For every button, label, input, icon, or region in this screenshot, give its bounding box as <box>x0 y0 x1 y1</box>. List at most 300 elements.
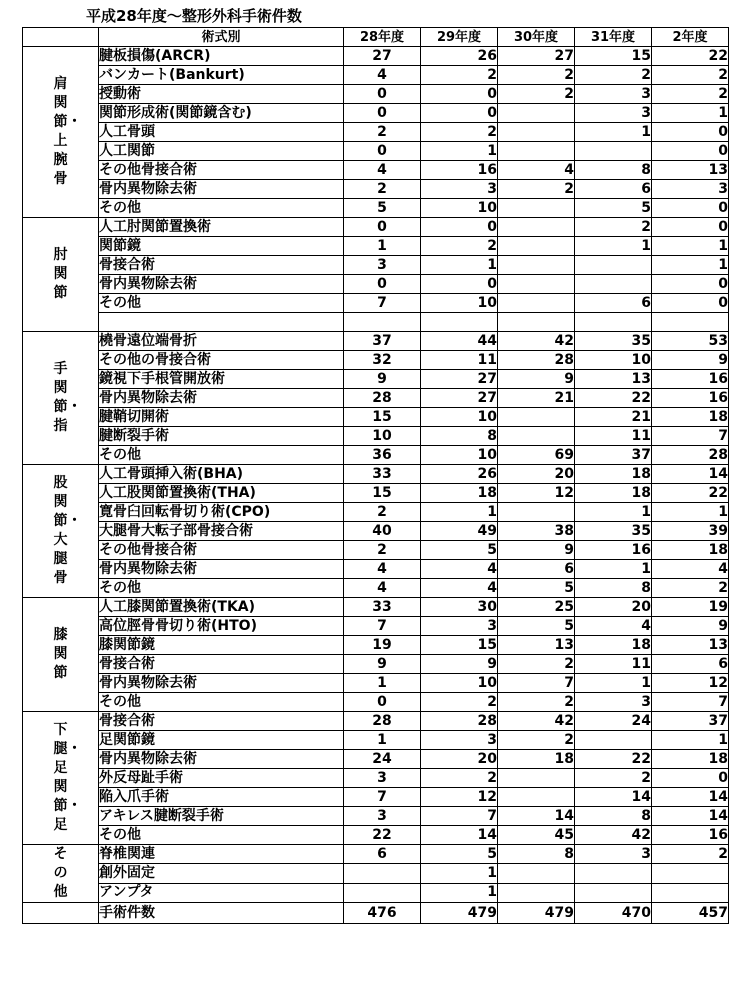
count-cell: 9 <box>652 351 729 370</box>
count-cell <box>344 313 421 332</box>
count-cell: 1 <box>575 123 652 142</box>
count-cell: 16 <box>652 826 729 845</box>
region-label <box>23 712 99 845</box>
count-cell <box>498 788 575 807</box>
count-cell: 2 <box>652 66 729 85</box>
table-row <box>23 845 729 864</box>
count-cell: 5 <box>344 199 421 218</box>
table-row <box>23 256 729 275</box>
total-count-cell: 457 <box>652 903 729 924</box>
count-cell <box>498 883 575 902</box>
procedure-name: 骨内異物除去術 <box>99 275 344 294</box>
table-row <box>23 864 729 883</box>
table-row <box>23 332 729 351</box>
count-cell <box>575 275 652 294</box>
count-cell: 1 <box>344 731 421 750</box>
count-cell: 12 <box>421 788 498 807</box>
count-cell <box>575 256 652 275</box>
count-cell: 1 <box>421 503 498 522</box>
procedure-name: 膝関節鏡 <box>99 636 344 655</box>
count-cell: 1 <box>421 864 498 883</box>
count-cell: 16 <box>575 541 652 560</box>
table-row <box>23 237 729 256</box>
count-cell: 1 <box>421 256 498 275</box>
count-cell: 22 <box>575 389 652 408</box>
count-cell: 42 <box>498 712 575 731</box>
count-cell: 6 <box>498 560 575 579</box>
count-cell: 0 <box>652 123 729 142</box>
count-cell: 18 <box>421 484 498 503</box>
table-row <box>23 104 729 123</box>
count-cell: 2 <box>652 845 729 864</box>
table-row <box>23 731 729 750</box>
count-cell: 1 <box>421 142 498 161</box>
count-cell: 18 <box>498 750 575 769</box>
procedure-name: 陥入爪手術 <box>99 788 344 807</box>
count-cell: 3 <box>421 617 498 636</box>
count-cell: 0 <box>652 218 729 237</box>
count-cell: 21 <box>575 408 652 427</box>
procedure-name: 骨接合術 <box>99 712 344 731</box>
count-cell <box>652 313 729 332</box>
count-cell: 2 <box>421 66 498 85</box>
procedure-name: 創外固定 <box>99 864 344 883</box>
table-row <box>23 85 729 104</box>
count-cell: 22 <box>652 484 729 503</box>
procedure-name: アンプタ <box>99 883 344 902</box>
header-year-h28: 28年度 <box>344 28 421 47</box>
procedure-name: 腱断裂手術 <box>99 427 344 446</box>
count-cell: 18 <box>575 636 652 655</box>
count-cell <box>498 218 575 237</box>
count-cell: 11 <box>421 351 498 370</box>
count-cell: 7 <box>652 427 729 446</box>
procedure-name: 大腿骨大転子部骨接合術 <box>99 522 344 541</box>
count-cell <box>344 883 421 902</box>
total-label: 手術件数 <box>99 903 344 924</box>
header-year-r2: 2年度 <box>652 28 729 47</box>
count-cell: 10 <box>421 294 498 313</box>
count-cell: 19 <box>344 636 421 655</box>
count-cell: 10 <box>421 199 498 218</box>
count-cell: 2 <box>498 655 575 674</box>
count-cell: 5 <box>498 579 575 598</box>
count-cell: 9 <box>498 370 575 389</box>
count-cell: 15 <box>421 636 498 655</box>
table-row <box>23 427 729 446</box>
count-cell: 2 <box>421 123 498 142</box>
count-cell: 1 <box>652 237 729 256</box>
region-label <box>23 332 99 465</box>
procedure-name: その他 <box>99 446 344 465</box>
count-cell: 1 <box>652 256 729 275</box>
count-cell <box>498 769 575 788</box>
procedure-name: 足関節鏡 <box>99 731 344 750</box>
count-cell: 4 <box>498 161 575 180</box>
count-cell: 8 <box>498 845 575 864</box>
count-cell: 0 <box>421 85 498 104</box>
procedure-name: その他の骨接合術 <box>99 351 344 370</box>
count-cell: 14 <box>498 807 575 826</box>
count-cell: 0 <box>421 104 498 123</box>
count-cell: 18 <box>652 541 729 560</box>
count-cell: 16 <box>652 389 729 408</box>
count-cell: 0 <box>652 142 729 161</box>
table-row <box>23 275 729 294</box>
count-cell <box>575 864 652 883</box>
count-cell: 33 <box>344 598 421 617</box>
count-cell: 24 <box>344 750 421 769</box>
count-cell: 2 <box>575 66 652 85</box>
count-cell: 35 <box>575 332 652 351</box>
header-year-h30: 30年度 <box>498 28 575 47</box>
region-label-text: 膝関節 <box>53 627 68 681</box>
count-cell: 1 <box>344 237 421 256</box>
count-cell: 3 <box>344 807 421 826</box>
table-row <box>23 788 729 807</box>
count-cell: 16 <box>652 370 729 389</box>
count-cell: 15 <box>344 408 421 427</box>
count-cell: 28 <box>421 712 498 731</box>
count-cell: 26 <box>421 465 498 484</box>
count-cell: 20 <box>421 750 498 769</box>
count-cell: 2 <box>421 693 498 712</box>
procedure-name: その他 <box>99 199 344 218</box>
table-row <box>23 389 729 408</box>
table-row <box>23 712 729 731</box>
procedure-name <box>99 313 344 332</box>
procedure-name: 人工骨頭挿入術(BHA) <box>99 465 344 484</box>
procedure-name: 人工股関節置換術(THA) <box>99 484 344 503</box>
count-cell: 3 <box>344 256 421 275</box>
count-cell: 2 <box>344 541 421 560</box>
count-cell: 0 <box>652 769 729 788</box>
table-row <box>23 883 729 902</box>
count-cell <box>652 864 729 883</box>
count-cell <box>498 408 575 427</box>
total-region-blank <box>23 903 99 924</box>
count-cell: 8 <box>575 161 652 180</box>
count-cell <box>498 427 575 446</box>
count-cell: 2 <box>498 731 575 750</box>
table-row <box>23 465 729 484</box>
count-cell: 28 <box>498 351 575 370</box>
count-cell: 28 <box>344 712 421 731</box>
count-cell: 4 <box>344 66 421 85</box>
region-label <box>23 47 99 218</box>
count-cell: 25 <box>498 598 575 617</box>
table-row <box>23 655 729 674</box>
count-cell: 4 <box>344 579 421 598</box>
count-cell: 39 <box>652 522 729 541</box>
count-cell: 37 <box>575 446 652 465</box>
count-cell <box>498 864 575 883</box>
count-cell: 13 <box>652 636 729 655</box>
count-cell: 38 <box>498 522 575 541</box>
table-row <box>23 142 729 161</box>
count-cell: 0 <box>344 218 421 237</box>
count-cell: 13 <box>652 161 729 180</box>
count-cell: 42 <box>498 332 575 351</box>
count-cell: 1 <box>575 503 652 522</box>
count-cell: 19 <box>652 598 729 617</box>
count-cell: 3 <box>575 693 652 712</box>
table-row <box>23 294 729 313</box>
count-cell <box>575 313 652 332</box>
total-count-cell: 479 <box>498 903 575 924</box>
count-cell: 10 <box>421 674 498 693</box>
count-cell: 18 <box>652 750 729 769</box>
count-cell: 3 <box>575 104 652 123</box>
table-body <box>23 47 729 924</box>
count-cell: 22 <box>575 750 652 769</box>
count-cell: 4 <box>421 560 498 579</box>
table-row <box>23 180 729 199</box>
count-cell: 4 <box>421 579 498 598</box>
table-row <box>23 579 729 598</box>
procedure-name: アキレス腱断裂手術 <box>99 807 344 826</box>
count-cell: 10 <box>421 408 498 427</box>
header-region-blank <box>23 28 99 47</box>
count-cell: 10 <box>344 427 421 446</box>
procedure-name: その他 <box>99 693 344 712</box>
procedure-name: 骨内異物除去術 <box>99 750 344 769</box>
count-cell: 0 <box>652 294 729 313</box>
count-cell: 11 <box>575 427 652 446</box>
count-cell: 15 <box>344 484 421 503</box>
procedure-name: 授動術 <box>99 85 344 104</box>
count-cell: 44 <box>421 332 498 351</box>
table-row <box>23 750 729 769</box>
procedure-name: 関節鏡 <box>99 237 344 256</box>
table-row <box>23 313 729 332</box>
count-cell: 3 <box>344 769 421 788</box>
count-cell: 14 <box>575 788 652 807</box>
table-row <box>23 446 729 465</box>
count-cell: 40 <box>344 522 421 541</box>
count-cell: 14 <box>652 807 729 826</box>
count-cell <box>498 123 575 142</box>
region-label-text: 手関節・指 <box>53 361 82 434</box>
region-label-text: 股関節・大腿骨 <box>53 475 82 586</box>
count-cell: 53 <box>652 332 729 351</box>
count-cell: 11 <box>575 655 652 674</box>
procedure-name: 寛骨臼回転骨切り術(CPO) <box>99 503 344 522</box>
table-row <box>23 123 729 142</box>
table-row <box>23 541 729 560</box>
count-cell: 20 <box>575 598 652 617</box>
count-cell <box>344 864 421 883</box>
count-cell: 35 <box>575 522 652 541</box>
procedure-name: 腱板損傷(ARCR) <box>99 47 344 66</box>
count-cell: 6 <box>575 294 652 313</box>
table-row <box>23 826 729 845</box>
region-label <box>23 845 99 903</box>
surgery-count-table <box>22 27 729 924</box>
count-cell: 45 <box>498 826 575 845</box>
procedure-name: 腱鞘切開術 <box>99 408 344 427</box>
count-cell <box>575 883 652 902</box>
count-cell: 22 <box>652 47 729 66</box>
procedure-name: 人工骨頭 <box>99 123 344 142</box>
header-year-h29: 29年度 <box>421 28 498 47</box>
count-cell: 2 <box>652 579 729 598</box>
count-cell <box>498 142 575 161</box>
count-cell: 2 <box>652 85 729 104</box>
count-cell: 69 <box>498 446 575 465</box>
count-cell: 0 <box>344 275 421 294</box>
count-cell: 26 <box>421 47 498 66</box>
total-count-cell: 470 <box>575 903 652 924</box>
count-cell <box>652 883 729 902</box>
count-cell: 4 <box>344 161 421 180</box>
procedure-name: 骨接合術 <box>99 655 344 674</box>
count-cell: 18 <box>575 484 652 503</box>
count-cell: 21 <box>498 389 575 408</box>
count-cell: 0 <box>421 275 498 294</box>
table-row <box>23 598 729 617</box>
count-cell <box>498 256 575 275</box>
table-row <box>23 47 729 66</box>
count-cell: 12 <box>652 674 729 693</box>
count-cell: 37 <box>652 712 729 731</box>
count-cell: 3 <box>575 845 652 864</box>
procedure-name: その他 <box>99 294 344 313</box>
count-cell <box>575 731 652 750</box>
count-cell: 0 <box>421 218 498 237</box>
table-row <box>23 522 729 541</box>
count-cell: 3 <box>421 731 498 750</box>
procedure-name: その他骨接合術 <box>99 161 344 180</box>
table-row <box>23 503 729 522</box>
table-row <box>23 636 729 655</box>
count-cell: 0 <box>344 693 421 712</box>
count-cell: 2 <box>498 693 575 712</box>
count-cell: 0 <box>652 199 729 218</box>
count-cell: 1 <box>652 104 729 123</box>
count-cell: 1 <box>652 503 729 522</box>
procedure-name: その他 <box>99 826 344 845</box>
table-row <box>23 370 729 389</box>
count-cell: 27 <box>344 47 421 66</box>
count-cell: 9 <box>652 617 729 636</box>
procedure-name: 人工肘関節置換術 <box>99 218 344 237</box>
region-label <box>23 218 99 332</box>
count-cell: 8 <box>421 427 498 446</box>
table-row <box>23 484 729 503</box>
region-label <box>23 465 99 598</box>
count-cell: 13 <box>498 636 575 655</box>
count-cell: 6 <box>575 180 652 199</box>
count-cell: 9 <box>498 541 575 560</box>
count-cell: 2 <box>575 769 652 788</box>
procedure-name: 骨接合術 <box>99 256 344 275</box>
procedure-name: 関節形成術(関節鏡含む) <box>99 104 344 123</box>
region-label-text: 肩関節・上腕骨 <box>53 76 82 187</box>
count-cell: 4 <box>652 560 729 579</box>
count-cell: 7 <box>344 294 421 313</box>
count-cell <box>498 313 575 332</box>
count-cell: 6 <box>344 845 421 864</box>
count-cell: 28 <box>652 446 729 465</box>
procedure-name: 鏡視下手根管開放術 <box>99 370 344 389</box>
table-row <box>23 807 729 826</box>
table-row <box>23 769 729 788</box>
procedure-name: 橈骨遠位端骨折 <box>99 332 344 351</box>
count-cell <box>575 142 652 161</box>
region-label-text: 肘関節 <box>53 247 68 301</box>
table-row <box>23 199 729 218</box>
count-cell: 7 <box>344 788 421 807</box>
count-cell: 5 <box>498 617 575 636</box>
table-row <box>23 674 729 693</box>
procedure-name: 骨内異物除去術 <box>99 389 344 408</box>
total-count-cell: 476 <box>344 903 421 924</box>
table-row <box>23 617 729 636</box>
count-cell: 24 <box>575 712 652 731</box>
table-row <box>23 218 729 237</box>
count-cell: 4 <box>344 560 421 579</box>
page-title: 平成28年度～整形外科手術件数 <box>86 7 302 25</box>
count-cell: 20 <box>498 465 575 484</box>
count-cell: 5 <box>421 845 498 864</box>
count-cell: 36 <box>344 446 421 465</box>
count-cell: 9 <box>344 370 421 389</box>
count-cell: 8 <box>575 807 652 826</box>
procedure-name: その他 <box>99 579 344 598</box>
count-cell: 1 <box>575 560 652 579</box>
count-cell: 7 <box>498 674 575 693</box>
procedure-name: 人工関節 <box>99 142 344 161</box>
count-cell: 3 <box>652 180 729 199</box>
count-cell <box>498 237 575 256</box>
count-cell: 0 <box>652 275 729 294</box>
table-row <box>23 693 729 712</box>
procedure-name: 骨内異物除去術 <box>99 560 344 579</box>
count-cell <box>498 275 575 294</box>
count-cell: 2 <box>421 237 498 256</box>
count-cell <box>498 503 575 522</box>
count-cell: 14 <box>652 788 729 807</box>
count-cell: 2 <box>498 180 575 199</box>
count-cell: 49 <box>421 522 498 541</box>
count-cell: 1 <box>575 674 652 693</box>
count-cell: 1 <box>652 731 729 750</box>
procedure-name: 外反母趾手術 <box>99 769 344 788</box>
count-cell: 5 <box>421 541 498 560</box>
count-cell: 5 <box>575 199 652 218</box>
count-cell: 30 <box>421 598 498 617</box>
count-cell: 9 <box>421 655 498 674</box>
header-row <box>23 28 729 47</box>
header-procedure: 術式別 <box>99 28 344 47</box>
count-cell: 27 <box>421 370 498 389</box>
count-cell: 0 <box>344 104 421 123</box>
procedure-name: その他骨接合術 <box>99 541 344 560</box>
count-cell: 42 <box>575 826 652 845</box>
count-cell: 33 <box>344 465 421 484</box>
count-cell: 0 <box>344 142 421 161</box>
count-cell: 1 <box>421 883 498 902</box>
procedure-name: 高位脛骨骨切り術(HTO) <box>99 617 344 636</box>
count-cell: 2 <box>575 218 652 237</box>
count-cell: 32 <box>344 351 421 370</box>
region-label <box>23 598 99 712</box>
count-cell: 15 <box>575 47 652 66</box>
count-cell: 14 <box>421 826 498 845</box>
count-cell: 2 <box>344 180 421 199</box>
count-cell: 18 <box>652 408 729 427</box>
